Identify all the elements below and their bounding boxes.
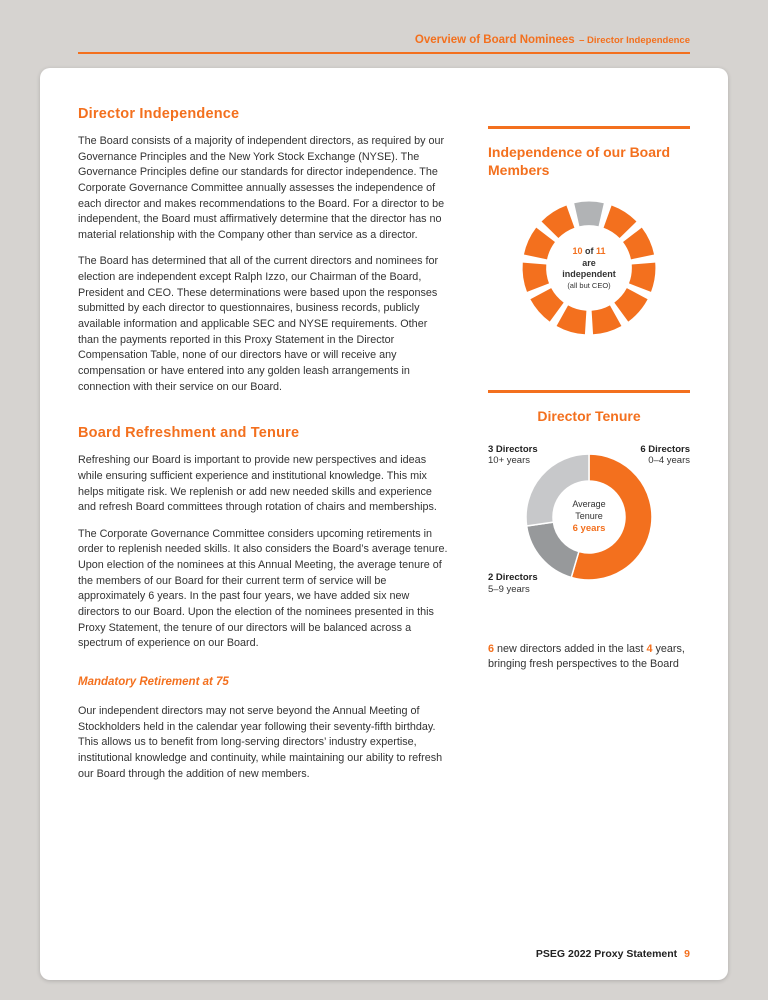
independence-chart-block: [488, 126, 690, 348]
footer-page-number: 9: [684, 948, 690, 960]
independence-donut: [514, 193, 664, 348]
tenure-chart-block: [488, 390, 690, 672]
sidebar-rule-2: [488, 390, 690, 393]
main-column: [78, 106, 448, 793]
content-columns: [40, 68, 728, 793]
header-title-sub: – Director Independence: [579, 35, 690, 46]
page-header: [78, 0, 690, 54]
years-count: 4: [646, 642, 653, 655]
header-title-main: Overview of Board Nominees: [414, 34, 575, 46]
sidebar-rule-1: [488, 126, 690, 129]
independence-donut-chart: [514, 193, 664, 343]
tenure-label-5-9: 2 Directors 5–9 years: [488, 571, 538, 595]
new-directors-count: 6: [488, 642, 495, 655]
section-heading-board-refreshment: Board Refreshment and Tenure: [78, 425, 300, 442]
header-title: [78, 0, 690, 48]
page-footer: [536, 948, 690, 960]
independence-donut-center-label: 10 of 11 are independent (all but CEO): [562, 245, 616, 291]
footer-label: PSEG 2022 Proxy Statement: [535, 948, 678, 960]
paragraph-refreshment-1: Refreshing our Board is important to provide new perspectives and ideas while ensuring sufficient experience and institutional knowledge. This mix helps mitigate risk. We replenish or add new needed skills and experience and refresh Board committees through rotation of chairs and memberships.: [78, 454, 437, 514]
content-card: [40, 68, 728, 980]
sidebar-column: [488, 106, 690, 793]
tenure-label-10plus: 3 Directors 10+ years: [488, 443, 538, 467]
section-heading-director-independence: Director Independence: [78, 106, 240, 122]
sidebar-heading-tenure: Director Tenure: [537, 408, 641, 425]
paragraph-refreshment-2: The Corporate Governance Committee considers upcoming retirements in order to replenish needed skills. It also considers the Board’s average tenure. Upon election of the nominees at this Annual Meeting, the average tenure of the members of our Board for their current term of service will be approximately 6 years. In the past four years, we have added six new directors to our Board. Upon the election of the nominees presented in this Proxy Statement, the tenure of our directors will be balanced across a spectrum of experience on our Board.: [78, 527, 448, 650]
header-rule: [78, 52, 690, 54]
paragraph-independence-1: The Board consists of a majority of independent directors, as required by our Governance Principles and the New York Stock Exchange (NYSE). The Governance Principles define our standards for director independence. The Corporate Governance Committee annually assesses the independence of each director and makes recommendations to the Board. For a director to be independent, the Board must affirmatively determine that the director has no material relationship with the Company other than service as a director.: [78, 135, 445, 241]
tenure-donut-chart: [514, 442, 664, 592]
tenure-note: 6 new directors added in the last 4 years, bringing fresh perspectives to the Board: [488, 642, 685, 671]
tenure-chart-area: [488, 442, 690, 628]
paragraph-retirement: Our independent directors may not serve beyond the Annual Meeting of Stockholders held in the calendar year following their seventy-fifth birthday. This allows us to benefit from long-serving directors’ industry expertise, institutional knowledge and continuity, while maintaining our ability to refresh our Board through the addition of new members.: [78, 704, 443, 780]
tenure-donut-center-label: Average Tenure 6 years: [572, 499, 606, 534]
sidebar-heading-independence: Independence of our Board Members: [488, 144, 671, 179]
subheading-mandatory-retirement: Mandatory Retirement at 75: [78, 675, 229, 688]
total-count: 11: [596, 245, 606, 256]
tenure-donut: [514, 442, 664, 597]
tenure-label-0-4: 6 Directors 0–4 years: [640, 443, 690, 467]
paragraph-independence-2: The Board has determined that all of the current directors and nominees for election are independent except Ralph Izzo, our Chairman of the Board, President and CEO. These determinations were based upon the responses submitted by each director to questionnaires, business records, publicly available information and applicable SEC and NYSE requirements. Other than the payments reported in this Proxy Statement in the Director Compensation Table, none of our directors have or will receive any compensation or have entered into any golden leash arrangements in connection with their service on our Board.: [78, 255, 439, 393]
independent-count: 10: [572, 245, 583, 256]
